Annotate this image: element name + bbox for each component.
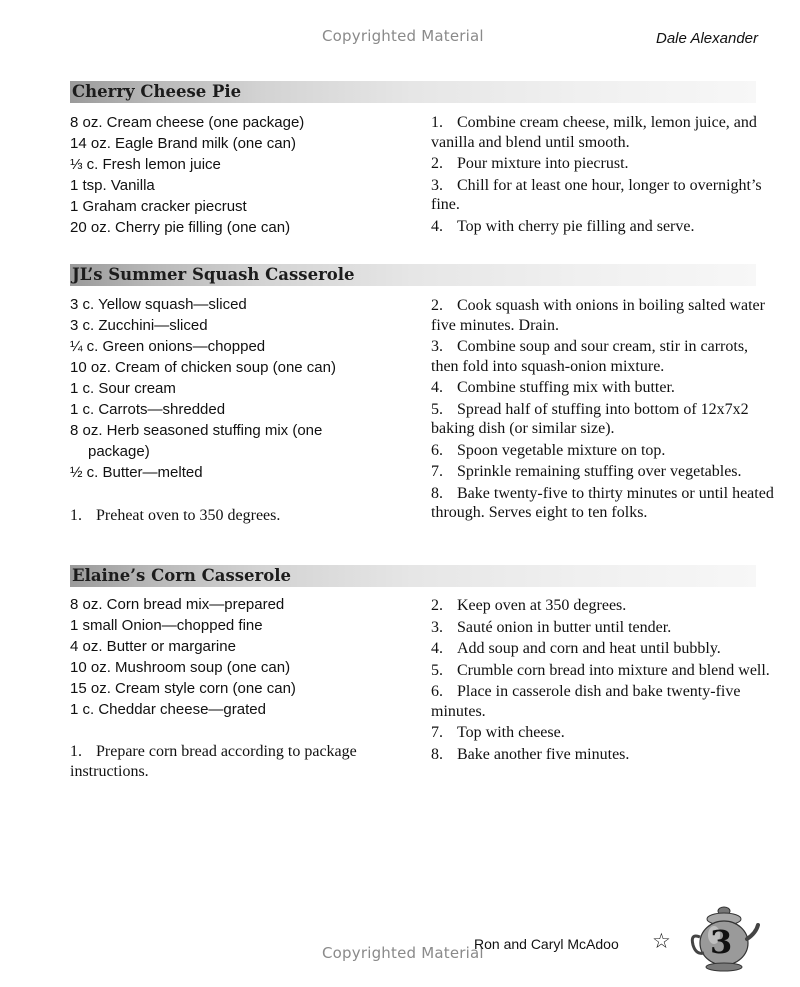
step-number: 7. xyxy=(431,724,443,741)
step-list-left xyxy=(70,506,410,528)
ingredient: 1 tsp. Vanilla xyxy=(70,177,155,194)
step-number: 2. xyxy=(431,297,443,314)
ingredient: 8 oz. Cream cheese (one package) xyxy=(70,114,305,131)
recipe-title-band xyxy=(70,264,756,286)
step-list xyxy=(431,113,776,238)
star-outline-icon: ☆ xyxy=(652,929,671,953)
step xyxy=(431,618,776,638)
step-text: Top with cheese. xyxy=(457,724,565,741)
step-text: Cook squash with onions in boiling salted water five minutes. Drain. xyxy=(431,297,765,334)
step-number: 5. xyxy=(431,400,443,418)
ingredient: ½ c. Butter—melted xyxy=(70,464,203,481)
step-text: Add soup and corn and heat until bubbly. xyxy=(457,640,721,657)
ingredient-list xyxy=(70,294,370,483)
step xyxy=(431,337,776,376)
ingredient-list xyxy=(70,594,410,720)
step-list xyxy=(431,596,776,766)
ingredient-list xyxy=(70,112,410,238)
step-text: Prepare corn bread according to package instructions. xyxy=(70,743,357,780)
step-text: Crumble corn bread into mixture and blend well. xyxy=(457,661,770,679)
step-number: 8. xyxy=(431,745,443,763)
ingredient: 3 c. Zucchini—sliced xyxy=(70,317,208,334)
recipe-title-band xyxy=(70,81,756,103)
step-text: Top with cherry pie filling and serve. xyxy=(457,217,695,235)
ingredient: 1 c. Sour cream xyxy=(70,380,176,397)
step-number: 6. xyxy=(431,441,443,459)
step-text: Combine soup and sour cream, stir in carrots, then fold into squash-onion mixture. xyxy=(431,338,749,375)
recipe-title-band xyxy=(70,565,756,587)
step-text: Place in casserole dish and bake twenty-five minutes. xyxy=(431,683,741,720)
step-number: 3. xyxy=(431,618,443,636)
step-number: 3. xyxy=(431,338,443,355)
step-number: 1. xyxy=(431,114,443,131)
ingredient: 10 oz. Cream of chicken soup (one can) xyxy=(70,359,336,376)
step-number: 1. xyxy=(70,507,82,524)
step xyxy=(431,176,776,215)
step-text: Pour mixture into piecrust. xyxy=(457,155,629,172)
step xyxy=(431,596,776,616)
step-text: Chill for at least one hour, longer to overnight’s fine. xyxy=(431,176,762,213)
step-number: 4. xyxy=(431,379,443,396)
ingredient: 3 c. Yellow squash—sliced xyxy=(70,296,247,313)
step-text: Spoon vegetable mixture on top. xyxy=(457,441,666,459)
recipe-title: Cherry Cheese Pie xyxy=(72,82,242,101)
step xyxy=(431,484,776,523)
step-text: Combine stuffing mix with butter. xyxy=(457,379,675,396)
step xyxy=(431,745,776,765)
step xyxy=(431,296,776,335)
step-text: Spread half of stuffing into bottom of 12x7x2 baking dish (or similar size). xyxy=(431,400,749,437)
step xyxy=(431,661,776,681)
ingredient: 8 oz. Corn bread mix—prepared xyxy=(70,596,285,613)
step-text: Bake another five minutes. xyxy=(457,745,630,763)
ingredient: 1 small Onion—chopped fine xyxy=(70,617,263,634)
ingredient: 15 oz. Cream style corn (one can) xyxy=(70,680,296,697)
ingredient: 1 c. Cheddar cheese—grated xyxy=(70,701,266,718)
step-text: Combine cream cheese, milk, lemon juice, and vanilla and blend until smooth. xyxy=(431,114,757,151)
page-number: 3 xyxy=(710,923,733,961)
step-text: Bake twenty-five to thirty minutes or until heated through. Serves eight to ten folks. xyxy=(431,484,774,521)
step-number: 3. xyxy=(431,176,443,194)
ingredient: ⅓ c. Fresh lemon juice xyxy=(70,156,221,173)
step-text: Preheat oven to 350 degrees. xyxy=(96,507,281,524)
ingredient: 1 c. Carrots—shredded xyxy=(70,401,226,418)
ingredient: 1 Graham cracker piecrust xyxy=(70,198,247,215)
step-number: 1. xyxy=(70,743,82,760)
step xyxy=(431,378,776,398)
step-number: 4. xyxy=(431,640,443,657)
step xyxy=(431,400,776,439)
step-list-left xyxy=(70,742,410,783)
step xyxy=(431,682,776,721)
step-text: Sprinkle remaining stuffing over vegetables. xyxy=(457,463,742,480)
step xyxy=(431,639,776,659)
ingredient: 4 oz. Butter or margarine xyxy=(70,638,236,655)
step xyxy=(431,217,776,237)
header-watermark: Copyrighted Material xyxy=(322,27,484,45)
ingredient: 20 oz. Cherry pie filling (one can) xyxy=(70,219,291,236)
step-text: Sauté onion in butter until tender. xyxy=(457,618,672,636)
step-number: 7. xyxy=(431,463,443,480)
ingredient: ¼ c. Green onions—chopped xyxy=(70,338,266,355)
page-number-emblem xyxy=(690,903,760,975)
step xyxy=(431,723,776,743)
ingredient: 10 oz. Mushroom soup (one can) xyxy=(70,659,291,676)
step-number: 4. xyxy=(431,217,443,235)
step-number: 8. xyxy=(431,484,443,502)
step-number: 2. xyxy=(431,597,443,614)
step xyxy=(431,113,776,152)
step-number: 5. xyxy=(431,661,443,679)
step-number: 2. xyxy=(431,155,443,172)
recipe-title: Elaine’s Corn Casserole xyxy=(72,566,292,585)
step-list xyxy=(431,296,776,525)
ingredient: 14 oz. Eagle Brand milk (one can) xyxy=(70,135,296,152)
step-text: Keep oven at 350 degrees. xyxy=(457,597,627,614)
footer-watermark: Copyrighted Material xyxy=(322,944,484,962)
step xyxy=(431,441,776,461)
running-head-author: Dale Alexander xyxy=(656,30,759,47)
step xyxy=(70,506,410,526)
step xyxy=(431,462,776,482)
recipe-title: JL’s Summer Squash Casserole xyxy=(72,265,355,284)
step-number: 6. xyxy=(431,683,443,700)
footer-credit: Ron and Caryl McAdoo xyxy=(474,936,619,952)
step xyxy=(431,154,776,174)
ingredient: 8 oz. Herb seasoned stuffing mix (one package) xyxy=(70,422,323,460)
step xyxy=(70,742,410,781)
